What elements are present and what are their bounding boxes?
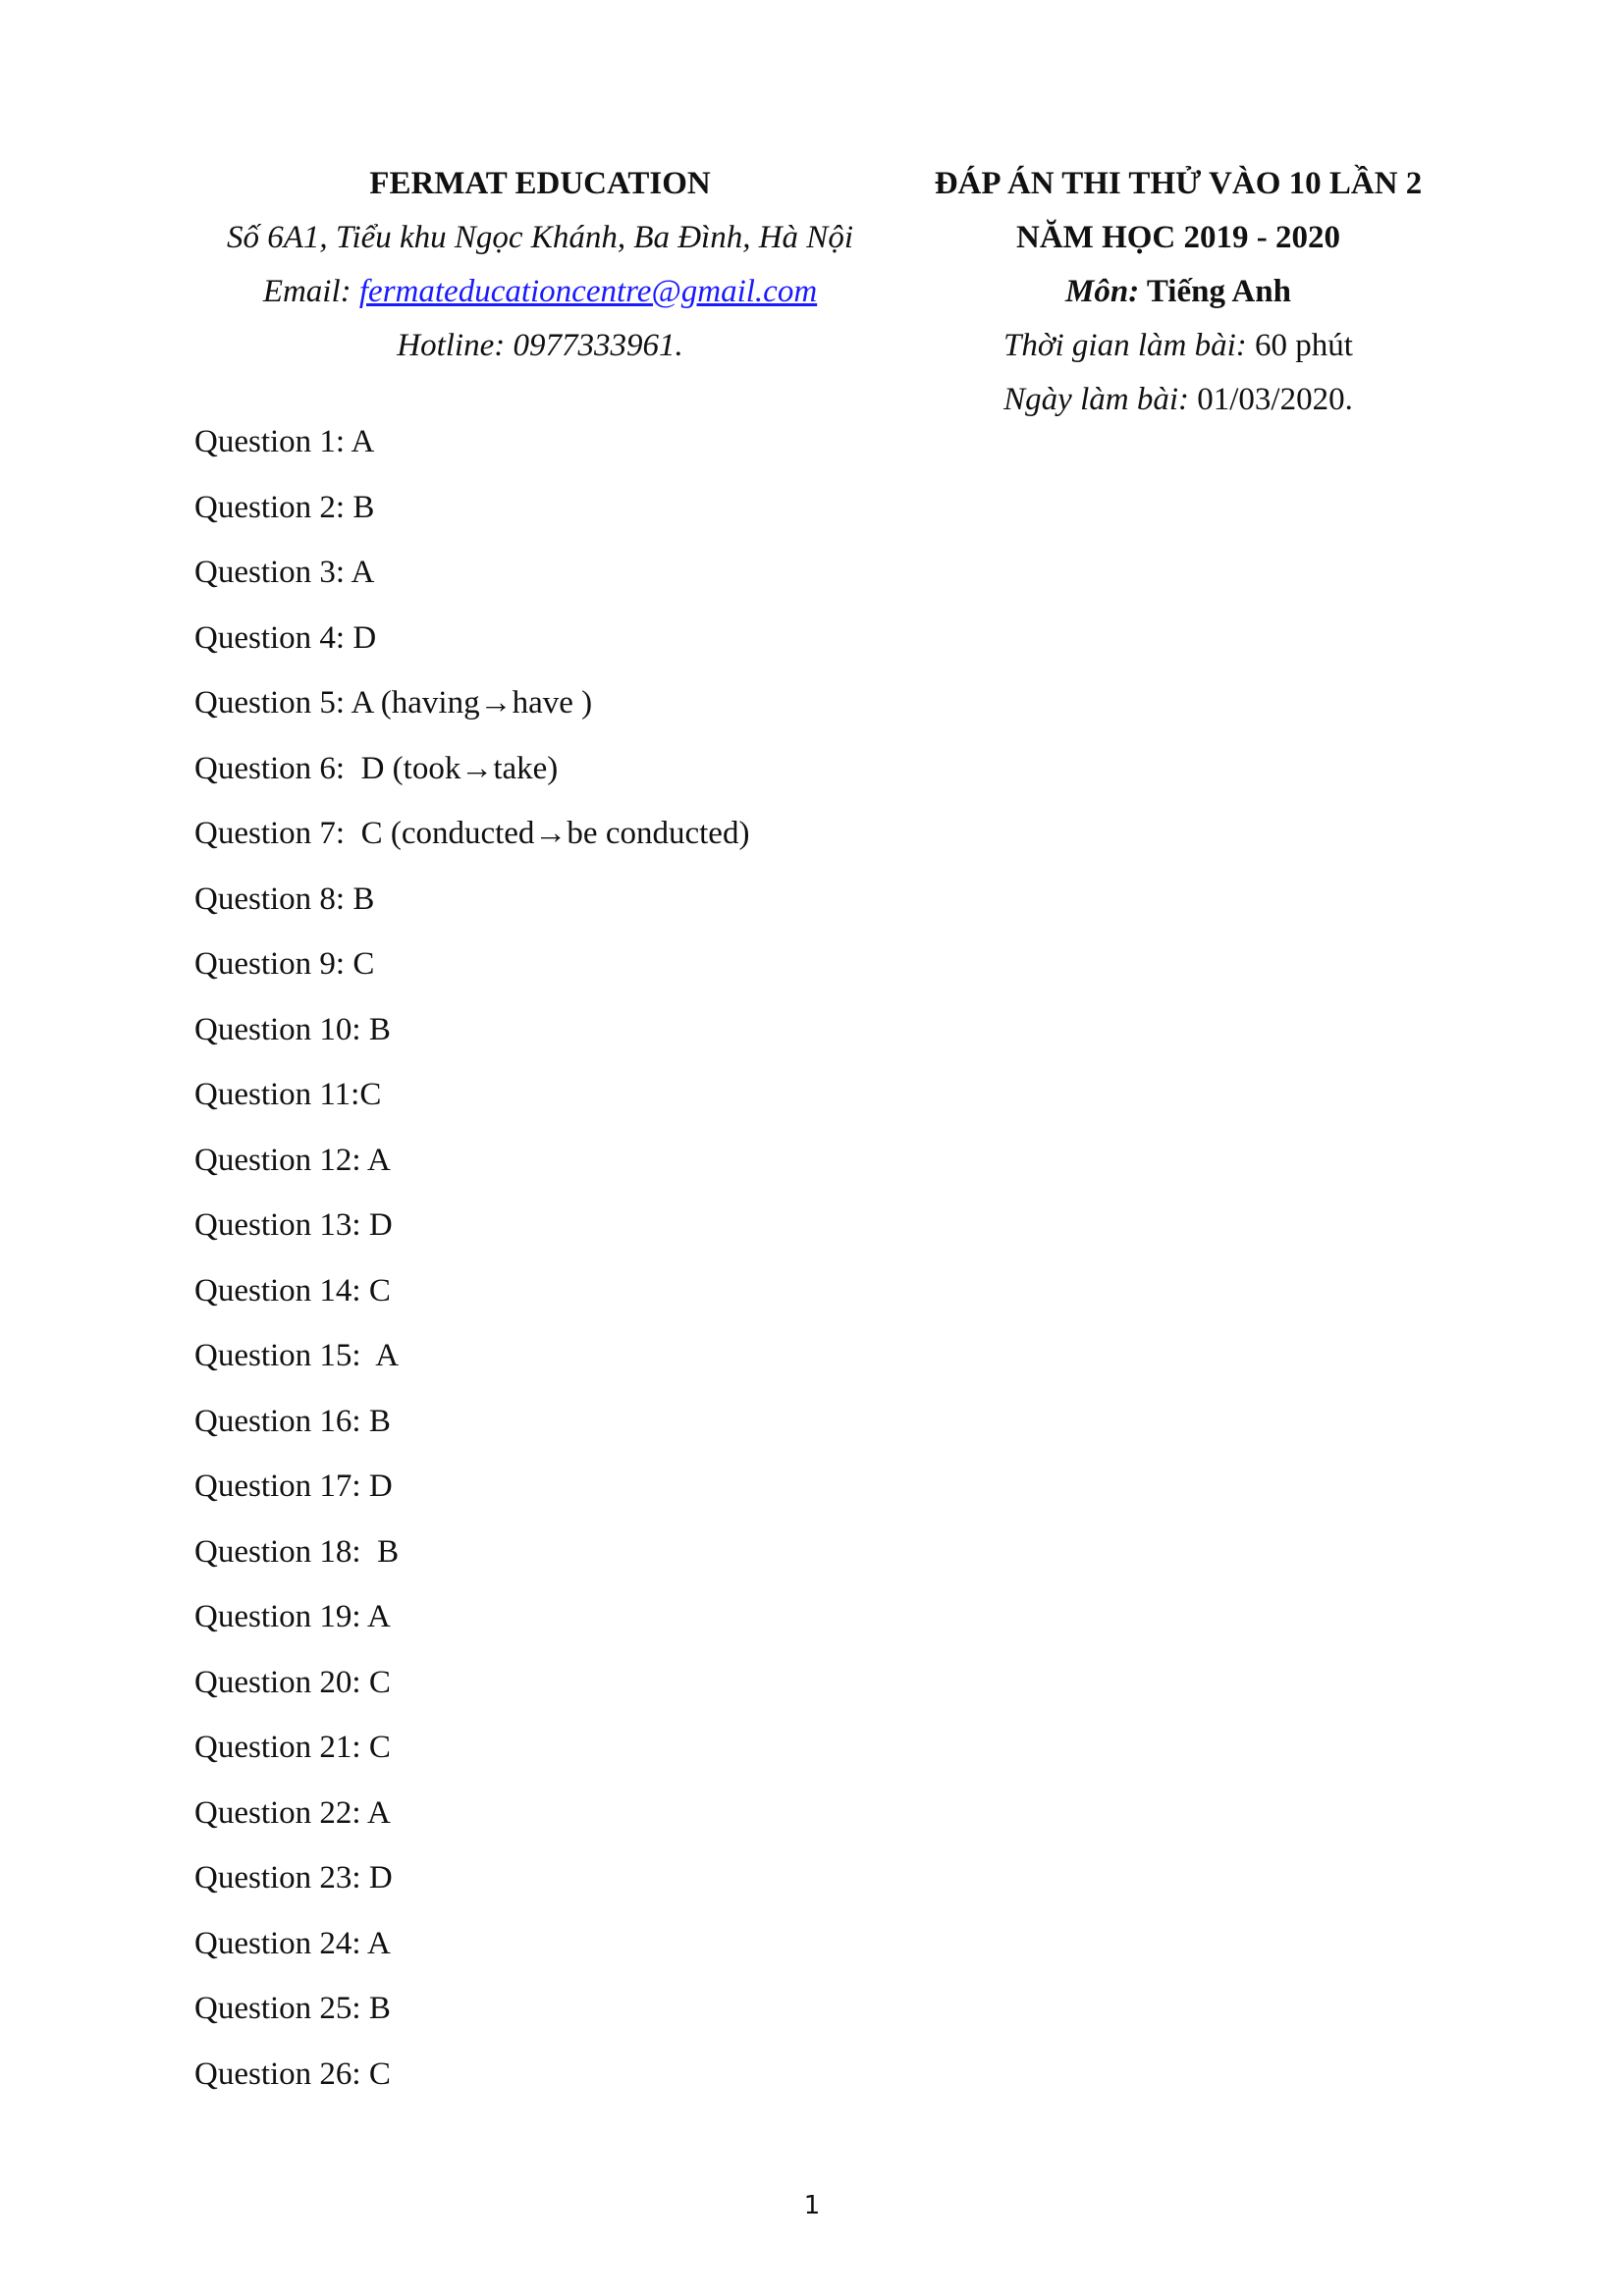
answer-item: Question 25: B — [194, 1991, 391, 2026]
answer-item: Question 23: D — [194, 1860, 393, 1896]
answer-item: Question 2: B — [194, 489, 375, 525]
answer-item: Question 13: D — [194, 1207, 393, 1243]
answer-item: Question 9: C — [194, 946, 375, 982]
answer-item: Question 14: C — [194, 1272, 391, 1308]
hotline: Hotline: 0977333961. — [397, 328, 683, 363]
exam-title: ĐÁP ÁN THI THỬ VÀO 10 LẦN 2 — [934, 166, 1423, 201]
answer-item: Question 3: A — [194, 555, 375, 590]
duration-value: 60 phút — [1246, 328, 1353, 363]
email-label: Email: — [262, 274, 359, 309]
answer-item: Question 1: A — [194, 424, 375, 459]
answer-item: Question 24: A — [194, 1925, 391, 1961]
subject-label: Môn: — [1065, 274, 1140, 309]
duration-line — [903, 319, 1453, 373]
answer-item: Question 19: A — [194, 1599, 391, 1634]
org-address: Số 6A1, Tiểu khu Ngọc Khánh, Ba Đình, Hà Nội — [227, 220, 853, 255]
email-line — [196, 265, 884, 319]
answer-item: Question 22: A — [194, 1794, 391, 1831]
subject-line — [903, 265, 1453, 319]
answer-list — [194, 418, 749, 2115]
answer-item: Question 17: D — [194, 1468, 393, 1504]
org-name: FERMAT EDUCATION — [369, 166, 711, 201]
answer-item: Question 4: D — [194, 619, 377, 656]
date-line — [903, 373, 1453, 427]
subject-value: Tiếng Anh — [1139, 274, 1291, 309]
header-right — [903, 157, 1453, 427]
duration-label: Thời gian làm bài: — [1003, 328, 1247, 363]
answer-item: Question 20: C — [194, 1664, 391, 1700]
answer-item: Question 18: B — [194, 1533, 400, 1570]
answer-item: Question 5: A (having→have ) — [194, 685, 593, 721]
answer-item: Question 11:C — [194, 1077, 382, 1112]
answer-item: Question 12: A — [194, 1142, 391, 1178]
header-left — [196, 157, 884, 373]
answer-item: Question 7: C (conducted→be conducted) — [194, 816, 750, 851]
answer-item: Question 15: A — [194, 1338, 400, 1373]
answer-item: Question 6: D (took→take) — [194, 750, 559, 786]
page-number: 1 — [803, 2191, 821, 2220]
date-value: 01/03/2020. — [1188, 382, 1353, 417]
date-label: Ngày làm bài: — [1003, 382, 1189, 417]
answer-item: Question 10: B — [194, 1011, 391, 1047]
email-link[interactable]: fermateducationcentre@gmail.com — [358, 274, 818, 309]
answer-item: Question 21: C — [194, 1730, 391, 1765]
school-year: NĂM HỌC 2019 - 2020 — [1016, 220, 1340, 255]
answer-item: Question 16: B — [194, 1403, 391, 1439]
answer-item: Question 26: C — [194, 2056, 391, 2092]
answer-item: Question 8: B — [194, 881, 375, 917]
